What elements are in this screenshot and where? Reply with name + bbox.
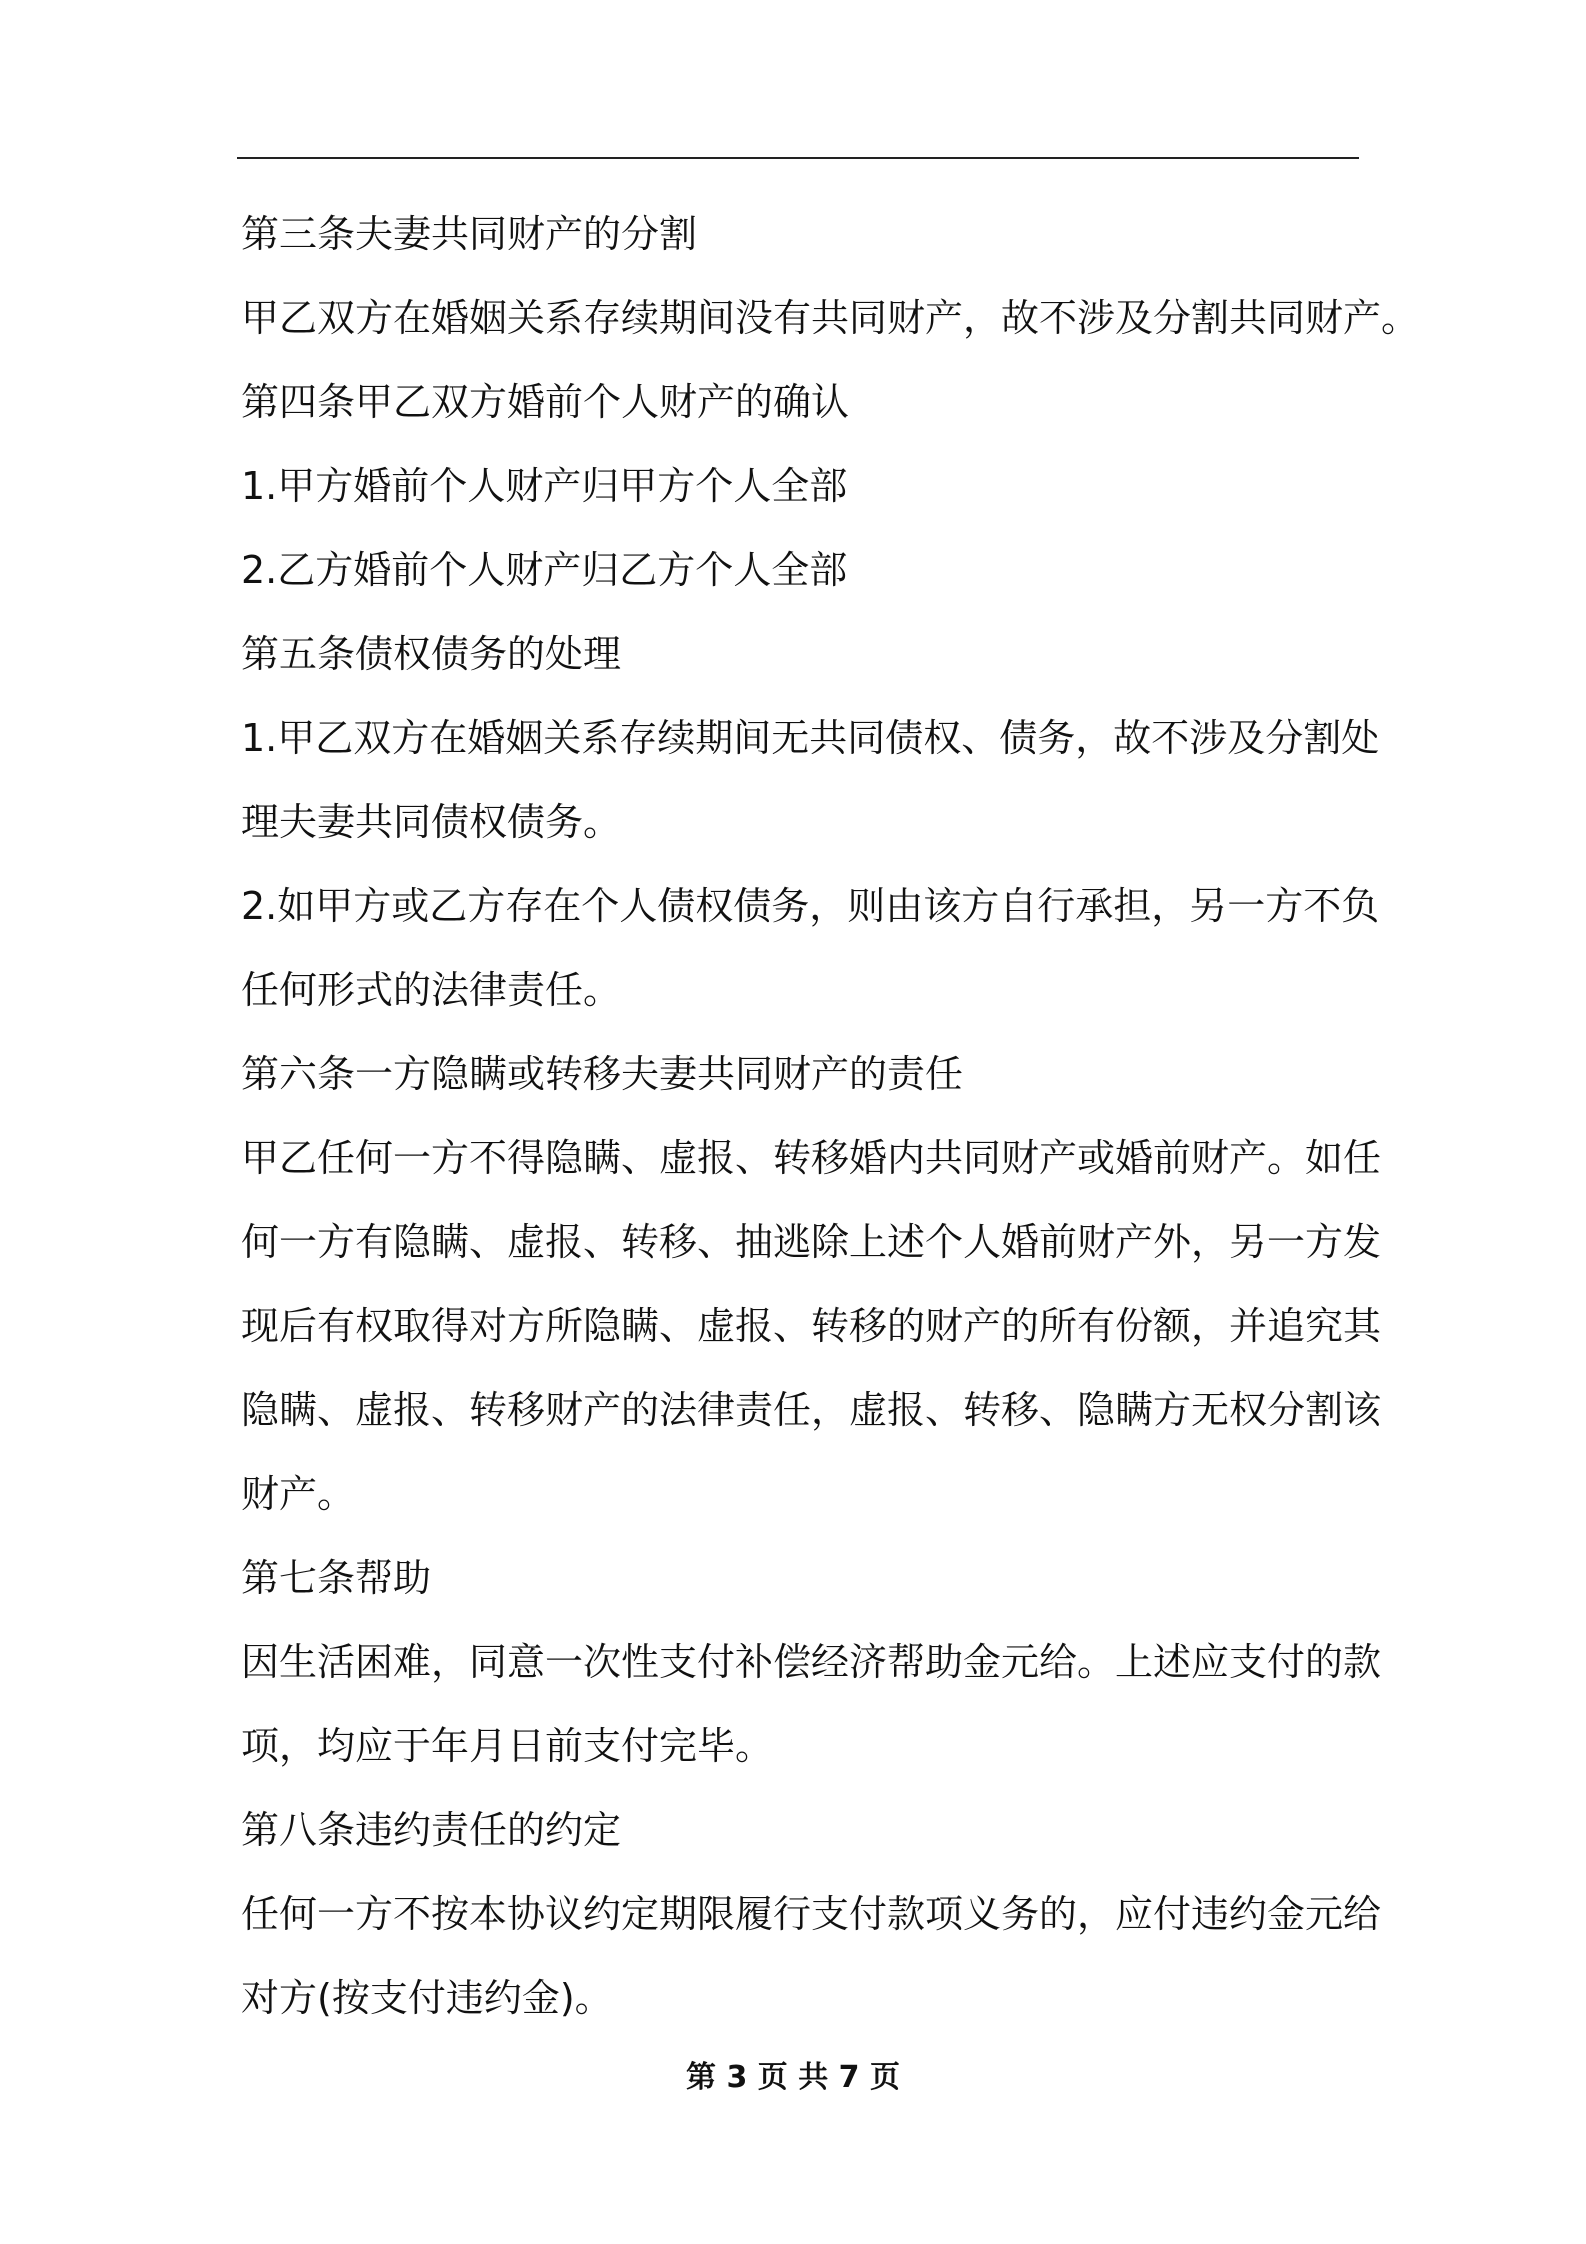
page-number: 第 3 页 共 7 页 — [686, 2060, 900, 2095]
header-rule — [237, 157, 1359, 159]
paragraph-line: 任何一方不按本协议约定期限履行支付款项义务的，应付违约金元给 — [241, 1892, 1382, 1936]
paragraph-line: 甲乙双方在婚姻关系存续期间没有共同财产，故不涉及分割共同财产。 — [241, 296, 1420, 340]
paragraph-line: 2.乙方婚前个人财产归乙方个人全部 — [241, 548, 848, 592]
paragraph-line: 项，均应于年月日前支付完毕。 — [241, 1724, 774, 1768]
paragraph-line: 何一方有隐瞒、虚报、转移、抽逃除上述个人婚前财产外，另一方发 — [241, 1220, 1382, 1264]
paragraph-line: 2.如甲方或乙方存在个人债权债务，则由该方自行承担，另一方不负 — [241, 884, 1380, 928]
paragraph-line: 财产。 — [241, 1472, 356, 1516]
page-footer — [0, 2056, 1586, 2100]
heading-article-3: 第三条夫妻共同财产的分割 — [241, 212, 698, 256]
paragraph-line: 因生活困难，同意一次性支付补偿经济帮助金元给。上述应支付的款 — [241, 1640, 1382, 1684]
paragraph-line: 理夫妻共同债权债务。 — [241, 800, 622, 844]
heading-article-5: 第五条债权债务的处理 — [241, 632, 622, 676]
paragraph-line: 现后有权取得对方所隐瞒、虚报、转移的财产的所有份额，并追究其 — [241, 1304, 1382, 1348]
paragraph-line: 隐瞒、虚报、转移财产的法律责任，虚报、转移、隐瞒方无权分割该 — [241, 1388, 1382, 1432]
paragraph-line: 对方(按支付违约金)。 — [241, 1976, 613, 2020]
heading-article-8: 第八条违约责任的约定 — [241, 1808, 622, 1852]
paragraph-line: 甲乙任何一方不得隐瞒、虚报、转移婚内共同财产或婚前财产。如任 — [241, 1136, 1382, 1180]
heading-article-6: 第六条一方隐瞒或转移夫妻共同财产的责任 — [241, 1052, 964, 1096]
heading-article-4: 第四条甲乙双方婚前个人财产的确认 — [241, 380, 850, 424]
paragraph-line: 任何形式的法律责任。 — [241, 968, 622, 1012]
heading-article-7: 第七条帮助 — [241, 1556, 432, 1600]
paragraph-line: 1.甲方婚前个人财产归甲方个人全部 — [241, 464, 848, 508]
document-body — [241, 192, 1420, 2040]
paragraph-line: 1.甲乙双方在婚姻关系存续期间无共同债权、债务，故不涉及分割处 — [241, 716, 1380, 760]
